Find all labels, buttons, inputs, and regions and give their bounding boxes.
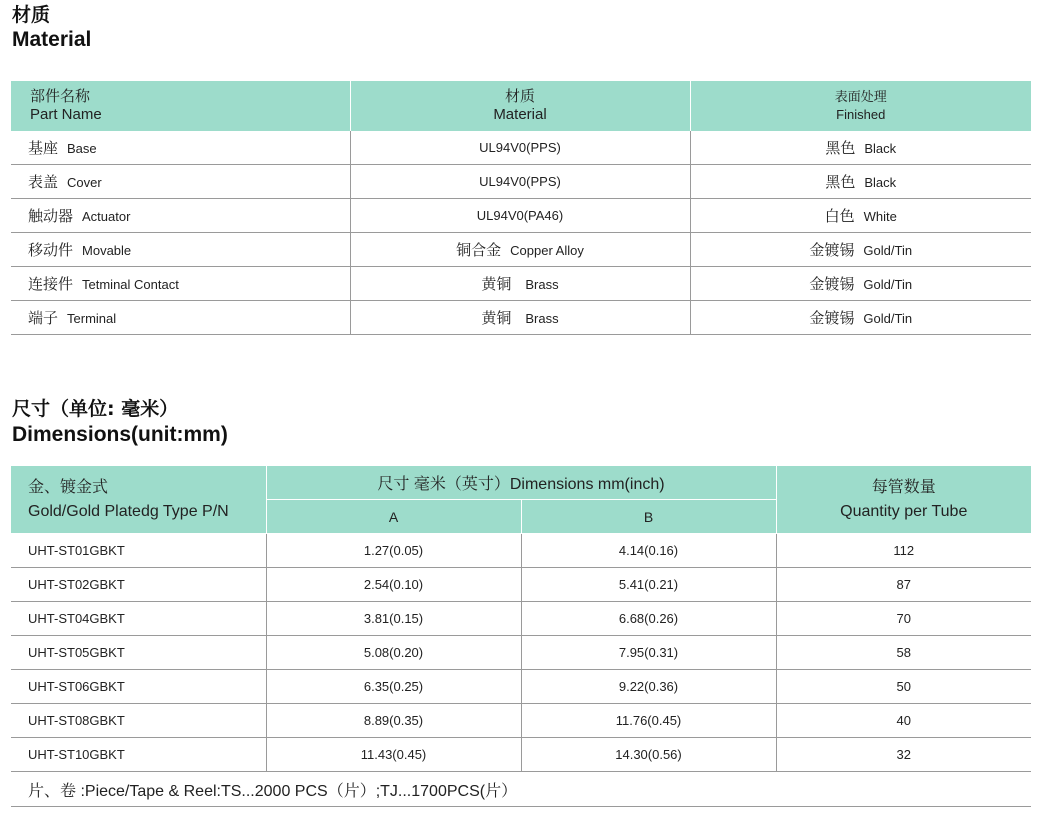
header-part-number bbox=[11, 466, 266, 534]
table-row bbox=[11, 602, 1031, 636]
header-part-number-en: Gold/Gold Platedg Type P/N bbox=[28, 502, 229, 520]
header-a: A bbox=[266, 500, 521, 534]
part-cn: 端子 bbox=[28, 309, 59, 327]
finish-cn: 金镀锡 bbox=[809, 241, 855, 259]
part-cell bbox=[11, 199, 350, 233]
material-en: Brass bbox=[525, 277, 559, 292]
a-cell: 8.89(0.35) bbox=[266, 704, 521, 738]
b-cell: 11.76(0.45) bbox=[521, 704, 776, 738]
finish-cell bbox=[690, 233, 1031, 267]
finish-cn: 金镀锡 bbox=[809, 309, 855, 327]
pn-cell: UHT-ST04GBKT bbox=[11, 602, 266, 636]
part-en: Movable bbox=[82, 243, 132, 258]
pn-cell: UHT-ST10GBKT bbox=[11, 738, 266, 772]
table-row bbox=[11, 199, 1031, 233]
table-row bbox=[11, 233, 1031, 267]
material-en: UL94V0(PPS) bbox=[479, 174, 561, 189]
header-material-cn: 材质 bbox=[504, 88, 535, 105]
header-b: B bbox=[521, 500, 776, 534]
material-en: Copper Alloy bbox=[510, 243, 584, 258]
finish-cn: 黑色 bbox=[825, 139, 856, 157]
header-finished-cn: 表面处理 bbox=[834, 89, 887, 104]
material-en: UL94V0(PPS) bbox=[479, 140, 561, 155]
part-cell bbox=[11, 233, 350, 267]
table-row bbox=[11, 301, 1031, 335]
dimensions-header-row bbox=[11, 466, 1031, 500]
dimensions-title-en: Dimensions(unit:mm) bbox=[12, 423, 228, 446]
header-part-number-cn: 金、镀金式 bbox=[28, 478, 109, 496]
part-en: Base bbox=[67, 141, 97, 156]
a-cell: 1.27(0.05) bbox=[266, 534, 521, 568]
part-en: Actuator bbox=[82, 209, 131, 224]
part-cn: 表盖 bbox=[28, 173, 59, 191]
qty-cell: 32 bbox=[776, 738, 1031, 772]
b-cell: 9.22(0.36) bbox=[521, 670, 776, 704]
a-cell: 2.54(0.10) bbox=[266, 568, 521, 602]
material-cn: 黄铜 bbox=[481, 275, 512, 293]
material-header-row bbox=[11, 81, 1031, 131]
b-cell: 14.30(0.56) bbox=[521, 738, 776, 772]
material-cell bbox=[350, 165, 690, 199]
material-title-en: Material bbox=[12, 28, 92, 51]
header-finished bbox=[690, 81, 1031, 131]
part-cell bbox=[11, 301, 350, 335]
pn-cell: UHT-ST05GBKT bbox=[11, 636, 266, 670]
material-cell bbox=[350, 233, 690, 267]
table-row bbox=[11, 165, 1031, 199]
material-cell bbox=[350, 267, 690, 301]
part-cn: 基座 bbox=[28, 139, 59, 157]
b-cell: 4.14(0.16) bbox=[521, 534, 776, 568]
material-cell bbox=[350, 301, 690, 335]
material-cn: 黄铜 bbox=[481, 309, 512, 327]
qty-cell: 112 bbox=[776, 534, 1031, 568]
material-en: UL94V0(PA46) bbox=[476, 208, 564, 223]
header-quantity-cn: 每管数量 bbox=[871, 478, 936, 496]
qty-cell: 87 bbox=[776, 568, 1031, 602]
header-quantity-en: Quantity per Tube bbox=[840, 502, 968, 520]
packaging-note: 片、卷 :Piece/Tape & Reel:TS...2000 PCS（片）;TJ...1700PCS(片） bbox=[11, 772, 1031, 807]
finish-cell bbox=[690, 199, 1031, 233]
part-cn: 触动器 bbox=[28, 207, 74, 225]
header-part-name-en: Part Name bbox=[30, 106, 102, 123]
material-cell bbox=[350, 199, 690, 233]
qty-cell: 58 bbox=[776, 636, 1031, 670]
a-cell: 5.08(0.20) bbox=[266, 636, 521, 670]
table-row bbox=[11, 568, 1031, 602]
qty-cell: 50 bbox=[776, 670, 1031, 704]
part-cell bbox=[11, 131, 350, 165]
finish-cn: 金镀锡 bbox=[809, 275, 855, 293]
a-cell: 11.43(0.45) bbox=[266, 738, 521, 772]
finish-en: Black bbox=[864, 175, 897, 190]
a-cell: 3.81(0.15) bbox=[266, 602, 521, 636]
finish-en: Black bbox=[864, 141, 897, 156]
a-cell: 6.35(0.25) bbox=[266, 670, 521, 704]
table-row bbox=[11, 131, 1031, 165]
finish-en: White bbox=[863, 209, 897, 224]
header-dimensions: 尺寸 毫米（英寸）Dimensions mm(inch) bbox=[266, 466, 776, 500]
table-row bbox=[11, 704, 1031, 738]
header-part-name-cn: 部件名称 bbox=[30, 88, 91, 105]
header-material-en: Material bbox=[493, 106, 547, 123]
finish-en: Gold/Tin bbox=[863, 277, 913, 292]
dimensions-table bbox=[11, 466, 1031, 807]
finish-en: Gold/Tin bbox=[863, 243, 913, 258]
part-cell bbox=[11, 267, 350, 301]
part-cn: 移动件 bbox=[28, 241, 74, 259]
dimensions-title-cn: 尺寸（单位: 毫米） bbox=[12, 398, 179, 420]
part-cn: 连接件 bbox=[28, 275, 74, 293]
material-title-cn: 材质 bbox=[12, 4, 51, 26]
finish-cell bbox=[690, 165, 1031, 199]
material-cell bbox=[350, 131, 690, 165]
packaging-note-row bbox=[11, 772, 1031, 807]
qty-cell: 40 bbox=[776, 704, 1031, 738]
finish-cell bbox=[690, 267, 1031, 301]
header-finished-en: Finished bbox=[836, 107, 886, 122]
pn-cell: UHT-ST06GBKT bbox=[11, 670, 266, 704]
part-cell bbox=[11, 165, 350, 199]
part-en: Terminal bbox=[67, 311, 117, 326]
material-table bbox=[11, 81, 1031, 335]
pn-cell: UHT-ST08GBKT bbox=[11, 704, 266, 738]
b-cell: 7.95(0.31) bbox=[521, 636, 776, 670]
qty-cell: 70 bbox=[776, 602, 1031, 636]
material-cn: 铜合金 bbox=[456, 241, 502, 259]
table-row bbox=[11, 738, 1031, 772]
header-part-name bbox=[11, 81, 350, 131]
material-en: Brass bbox=[525, 311, 559, 326]
pn-cell: UHT-ST01GBKT bbox=[11, 534, 266, 568]
part-en: Tetminal Contact bbox=[82, 277, 179, 292]
table-row bbox=[11, 670, 1031, 704]
table-row bbox=[11, 636, 1031, 670]
finish-cn: 白色 bbox=[824, 207, 855, 225]
header-material bbox=[350, 81, 690, 131]
finish-cell bbox=[690, 131, 1031, 165]
table-row bbox=[11, 267, 1031, 301]
b-cell: 6.68(0.26) bbox=[521, 602, 776, 636]
part-en: Cover bbox=[67, 175, 102, 190]
finish-cn: 黑色 bbox=[825, 173, 856, 191]
finish-cell bbox=[690, 301, 1031, 335]
header-quantity bbox=[776, 466, 1031, 534]
table-row bbox=[11, 534, 1031, 568]
b-cell: 5.41(0.21) bbox=[521, 568, 776, 602]
finish-en: Gold/Tin bbox=[863, 311, 913, 326]
pn-cell: UHT-ST02GBKT bbox=[11, 568, 266, 602]
